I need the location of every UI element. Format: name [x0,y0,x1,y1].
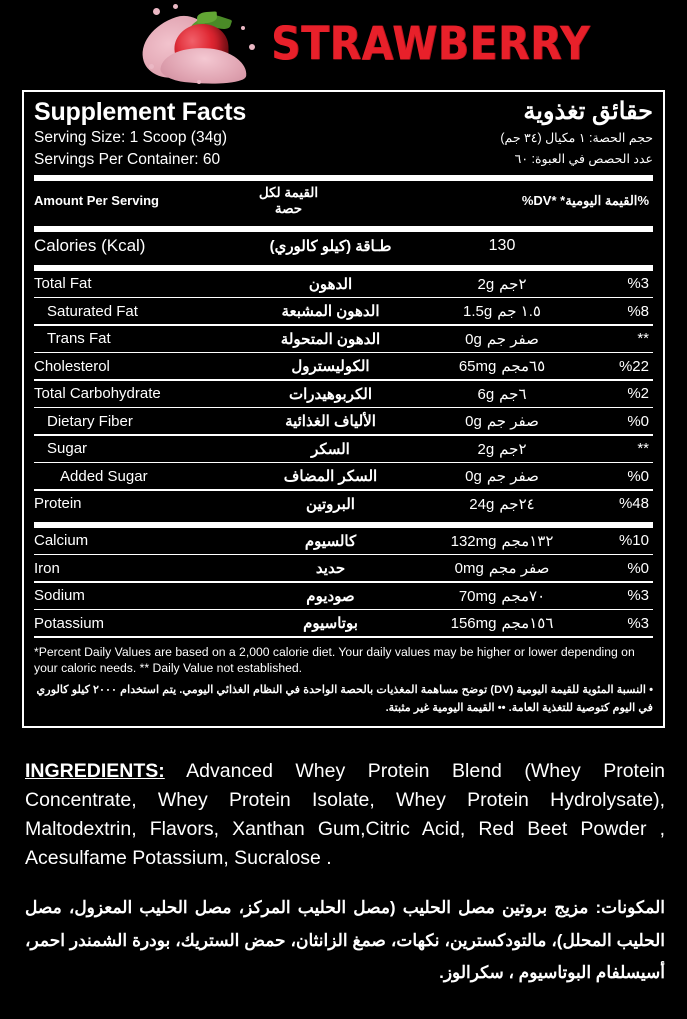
nutrient-name-ar: الدهون [308,275,353,293]
nutrient-value [417,275,587,293]
nutrient-value [417,302,587,320]
daily-value-percent: %3 [627,614,649,632]
nutrient-row [34,491,653,517]
nutrient-value-ar: ١٣٢مجم [501,532,554,550]
nutrient-value-ar: صفر جم [486,468,539,486]
nutrient-name-ar: السكر المضاف [283,468,378,486]
nutrient-value-en: 24g [469,495,495,513]
nutrient-name-ar: صوديوم [306,587,355,605]
nutrient-row [34,381,653,407]
amount-per-serving-label-ar: القيمة لكل حصة [258,184,319,216]
daily-value-percent: ** [637,330,649,348]
nutrient-name-en: Calcium [34,532,89,550]
serving-size-en: Serving Size: 1 Scoop (34g) [34,129,227,146]
nutrient-value [417,495,587,513]
nutrient-value [417,614,587,632]
nutrient-value-ar: ٦٥مجم [501,358,546,376]
nutrient-value-ar: ٢٤جم [499,495,535,513]
facts-title-en: Supplement Facts [34,98,247,126]
nutrient-value-en: 6g [477,385,495,403]
nutrient-value-en: 2g [477,275,495,293]
nutrient-value-en: 0g [465,330,482,348]
nutrient-name-en: Total Carbohydrate [34,385,161,403]
nutrient-value-ar: ٢جم [499,275,527,293]
nutrient-value [417,440,587,458]
calories-value: 130 [488,236,516,254]
daily-value-percent: %22 [618,357,649,375]
nutrient-value-en: 1.5g [463,303,493,321]
mineral-rows [34,528,653,637]
ingredients-label-ar: المكونات: [595,898,665,918]
nutrient-row [34,298,653,324]
nutrient-row [34,610,653,636]
ingredients-text-ar: مزيج بروتين مصل الحليب (مصل الحليب المركز، مصل الحليب المعزول، مصل الحليب المحلل)، مالتودكسترين، نكهات، صمغ الزانثان، حمض الستريك، بودرة الشمندر احمر، أسيسلفام البوتاسيوم ، سكرالوز. [25,898,665,983]
nutrient-value-en: 132mg [450,532,497,550]
amount-per-serving-label: Amount Per Serving [34,193,159,209]
nutrient-value-en: 65mg [458,358,497,376]
nutrient-name-en: Cholesterol [34,357,110,375]
nutrient-value-ar: ١.٥ جم [497,303,541,321]
divider-thin [34,636,653,638]
nutrient-value [417,559,587,577]
nutrient-name-ar: الكربوهيدرات [288,385,373,403]
daily-value-header: %DV* *القيمة اليومية% [521,192,649,208]
nutrient-name-en: Added Sugar [60,467,148,485]
nutrient-name-ar: الدهون المتحولة [280,330,381,348]
nutrient-name-en: Protein [34,495,82,513]
nutrient-value-ar: ٢جم [499,440,527,458]
ingredients-ar [25,892,665,989]
nutrient-value [417,412,587,430]
nutrient-value-en: 156mg [450,615,497,633]
servings-per-container-en: Servings Per Container: 60 [34,150,221,168]
ingredients-label-en: INGREDIENTS: [25,760,165,782]
nutrient-name-en: Total Fat [34,275,92,293]
nutrient-name-en: Saturated Fat [47,302,138,320]
nutrient-row [34,408,653,434]
nutrient-name-ar: الكوليسترول [291,358,370,376]
nutrient-row [34,463,653,489]
footnote-ar: • النسبة المئوية للقيمة اليومية (DV) توضح مساهمة المغذيات بالحصة الواحدة في النظام الغذائي اليومي. يتم استخدام ٢٠٠٠ كيلو كالوري في اليوم كتوصية للتغذية العامة. •• القيمة اليومية غير مثبتة. [36,683,653,714]
calories-label-ar: طـاقة (كيلو كالوري) [269,237,392,255]
daily-value-percent: %0 [627,559,649,577]
calories-row [34,232,653,260]
daily-value-percent: ** [637,440,649,458]
daily-value-percent: %48 [618,495,649,513]
nutrient-row [34,583,653,609]
nutrient-name-en: Trans Fat [47,330,111,348]
daily-value-percent: %0 [627,412,649,430]
flavor-banner [0,0,687,88]
facts-header [34,98,653,170]
serving-size-ar: حجم الحصة: ١ مكيال (٣٤ جم) [500,130,653,145]
nutrient-name-ar: السكر [311,440,350,458]
servings-per-container-ar: عدد الحصص في العبوة: ٦٠ [514,151,653,166]
nutrient-value [417,467,587,485]
nutrient-row [34,353,653,379]
nutrient-rows [34,271,653,517]
daily-value-percent: %0 [627,467,649,485]
nutrient-row [34,271,653,297]
nutrient-name-ar: كالسيوم [304,532,357,550]
nutrient-value-ar: صفر جم [486,413,539,431]
nutrient-name-ar: البروتين [306,495,355,513]
nutrient-value-ar: صفر جم [486,330,539,348]
daily-value-percent: %2 [627,385,649,403]
nutrient-value [417,532,587,550]
nutrient-name-ar: بوتاسيوم [303,615,358,633]
nutrient-row [34,528,653,554]
nutrient-name-en: Dietary Fiber [47,412,133,430]
nutrient-value [417,587,587,605]
calories-label-en: Calories (Kcal) [34,235,146,255]
nutrient-value-ar: ٧٠مجم [501,587,546,605]
nutrient-row [34,436,653,462]
nutrient-value-en: 0g [465,468,482,486]
nutrient-value-ar: صفر مجم [488,560,550,578]
daily-value-percent: %10 [618,532,649,550]
daily-value-percent: %3 [627,275,649,293]
nutrient-name-en: Sodium [34,587,85,605]
daily-value-percent: %8 [627,302,649,320]
flavor-title: STRAWBERRY [270,17,591,71]
nutrient-value-en: 2g [477,440,495,458]
nutrient-name-ar: حديد [315,560,346,578]
facts-title-ar: حقائق تغذوية [523,98,653,125]
strawberry-milk-splash-icon [137,2,265,86]
nutrient-row [34,326,653,352]
nutrient-value [417,330,587,348]
ingredients-text-en: Advanced Whey Protein Blend (Whey Protein Concentrate, Whey Protein Isolate, Whey Protein Hydrolysate), Maltodextrin, Flavors, Xanthan Gum,Citric Acid, Red Beet Powder , Acesulfame Potassium, Sucralose . [25,760,665,869]
supplement-facts-panel [22,90,665,728]
nutrient-row [34,555,653,581]
footnote-en: *Percent Daily Values are based on a 2,000 calorie diet. Your daily values may be higher or lower depending on your caloric needs. ** Daily Value not established. [34,644,635,675]
column-header-row [34,181,653,221]
ingredients-en [25,757,665,872]
nutrient-name-en: Potassium [34,614,105,632]
nutrient-value-en: 0g [465,413,482,431]
daily-value-percent: %3 [627,587,649,605]
nutrient-name-ar: الدهون المشبعة [281,303,380,321]
nutrient-value-ar: ٦جم [499,385,527,403]
ingredients-section [25,757,665,989]
nutrient-name-ar: الألياف الغذائية [285,413,376,431]
nutrient-value [417,357,587,375]
nutrient-value-en: 0mg [454,560,484,578]
nutrient-value-ar: ١٥٦مجم [501,615,554,633]
nutrient-value-en: 70mg [458,587,497,605]
nutrient-name-en: Sugar [47,440,88,458]
nutrient-value [417,385,587,403]
nutrient-name-en: Iron [34,559,60,577]
